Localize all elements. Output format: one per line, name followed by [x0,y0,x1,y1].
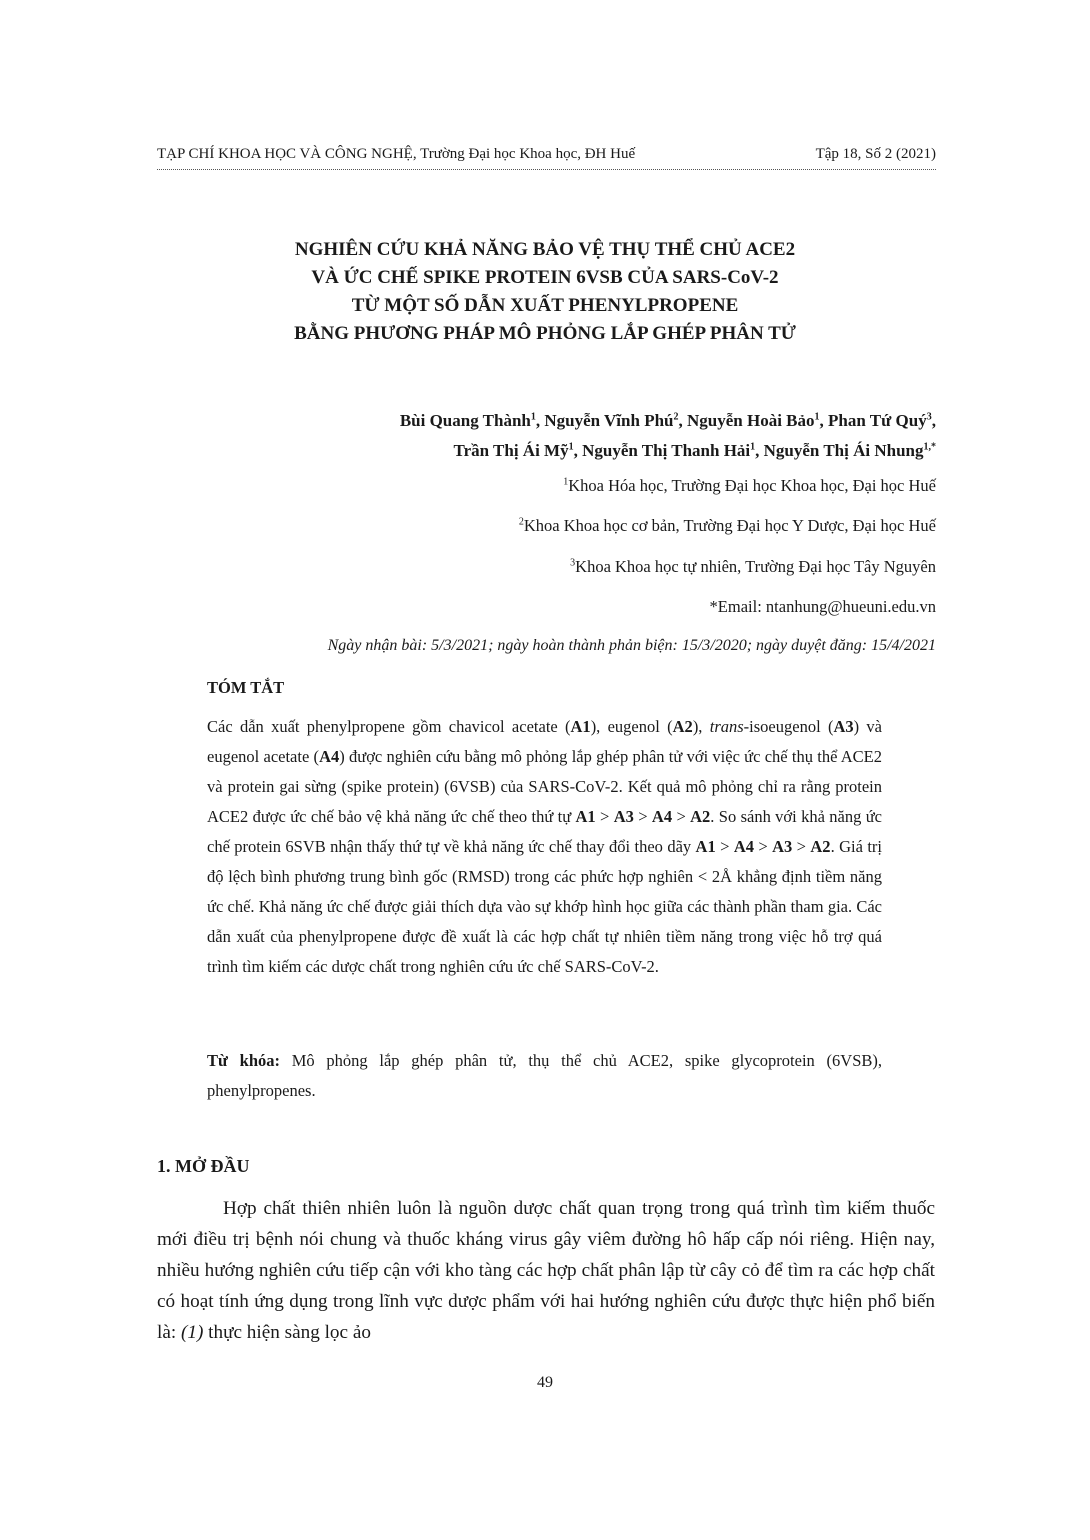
author: Phan Tứ Quý$^3$, [828,411,936,430]
title-line: TỪ MỘT SỐ DẪN XUẤT PHENYLPROPENE [351,295,739,316]
compound-label: A2 [672,717,693,736]
running-header [157,146,936,170]
italic-text: (1) [180,1322,204,1343]
compound-label: A3 [833,717,854,736]
abstract-heading: TÓM TẮT [207,678,285,697]
text-run: Các dẫn xuất phenylpropene gồm chavicol acetate ( [207,717,571,736]
author: Nguyễn Thị Ái Nhung$^{1,*}$ [763,441,936,460]
author: Nguyễn Thị Thanh Hải$^1$, [582,441,764,460]
author-line [176,406,936,436]
compound-label: A4 [319,747,340,766]
text-run: . Giá trị độ lệch bình phương trung bình gốc (RMSD) trong các phức hợp nghiên < 2Å khẳng định tiềm năng ức chế. Khả năng ức chế được giải thích dựa vào sự khớp hình học giữa các thành phần tham gia. Các dẫn xuất của phenylpropene được đề xuất là các hợp chất tự nhiên tiềm năng trong việc hỗ trợ quá trình tìm kiếm các dược chất trong nghiên cứu ức chế SARS-CoV-2. [207,837,882,976]
italic-text: trans [709,717,744,736]
text-run: -isoeugenol ( [743,717,834,736]
author-list [176,406,936,466]
abstract-body [207,712,882,982]
text-run: ) và eugenol acetate ( [207,717,882,766]
text-run: > [633,807,652,826]
text-run: ), [692,717,710,736]
affiliation: $^2$Khoa Khoa học cơ bản, Trường Đại học Y Dược, Đại học Huế [518,516,936,535]
journal-name: TẠP CHÍ KHOA HỌC VÀ CÔNG NGHỆ, Trường Đại học Khoa học, ĐH Huế [157,146,636,162]
text-run: > [754,837,773,856]
keywords [207,1046,882,1106]
compound-label: A1 [695,837,716,856]
compound-label: A3 [772,837,793,856]
page-number: 49 [537,1374,553,1391]
compound-label: A2 [690,807,711,826]
text-run: ) được nghiên cứu bằng mô phỏng lắp ghép phân tử với việc ức chế thụ thể ACE2 và protein gai sừng (spike protein) (6VSB) của SARS-CoV-2. Kết quả mô phỏng chỉ ra rằng protein ACE2 được ức chế bảo vệ khả năng ức chế theo thứ tự [207,747,883,826]
text-run: ), eugenol ( [590,717,673,736]
compound-label: A4 [733,837,754,856]
text-run: thực hiện sàng lọc ảo [203,1322,371,1343]
author: Nguyễn Vĩnh Phú$^2$, [544,411,687,430]
affiliation: $^3$Khoa Khoa học tự nhiên, Trường Đại học Tây Nguyên [570,557,936,576]
text-run: > [595,807,614,826]
compound-label: A4 [651,807,673,826]
section-body [157,1193,935,1348]
title-line: NGHIÊN CỨU KHẢ NĂNG BẢO VỆ THỤ THỂ CHỦ ACE2 [294,239,796,260]
title-line: VÀ ỨC CHẾ SPIKE PROTEIN 6VSB CỦA SARS-CoV-2 [311,267,779,288]
keywords-label: Từ khóa: [207,1051,280,1070]
compound-label: A1 [570,717,591,736]
author: Bùi Quang Thành$^1$, [399,411,545,430]
author-line [176,436,936,466]
article-title [150,236,940,348]
corresponding-email[interactable]: *Email: ntanhung@hueuni.edu.vn [709,597,936,616]
section-heading: 1. MỞ ĐẦU [157,1156,250,1176]
title-line: BẰNG PHƯƠNG PHÁP MÔ PHỎNG LẮP GHÉP PHÂN TỬ [294,323,796,344]
compound-label: A2 [810,837,831,856]
author: Trần Thị Ái Mỹ$^1$, [453,441,583,460]
author: Nguyễn Hoài Bảo$^1$, [687,411,829,430]
text-run: > [715,837,734,856]
text-run: > [792,837,811,856]
affiliation: $^1$Khoa Hóa học, Trường Đại học Khoa học, Đại học Huế [563,476,936,495]
text-run: > [672,807,691,826]
compound-label: A1 [575,807,596,826]
text-run: . So sánh với khả năng ức chế protein 6SVB nhận thấy thứ tự về khả năng ức chế thay đổi theo dãy [207,807,882,856]
volume-issue: Tập 18, Số 2 (2021) [815,146,936,162]
submission-dates: Ngày nhận bài: 5/3/2021; ngày hoàn thành phản biện: 15/3/2020; ngày duyệt đăng: 15/4/2021 [327,637,936,654]
compound-label: A3 [613,807,634,826]
text-run: Hợp chất thiên nhiên luôn là nguồn dược chất quan trọng trong quá trình tìm kiếm thuốc mới điều trị bệnh nói chung và thuốc kháng virus gây viêm đường hô hấp cấp nói riêng. Hiện nay, nhiều hướng nghiên cứu tiếp cận với kho tàng các hợp chất phân lập từ cây cỏ để tìm ra các hợp chất có hoạt tính ứng dụng trong lĩnh vực dược phẩm với hai hướng nghiên cứu được thực hiện phổ biến là: [157,1198,935,1343]
keywords-text: Mô phỏng lắp ghép phân tử, thụ thể chủ ACE2, spike glycoprotein (6VSB), phenylpropenes. [207,1051,882,1100]
